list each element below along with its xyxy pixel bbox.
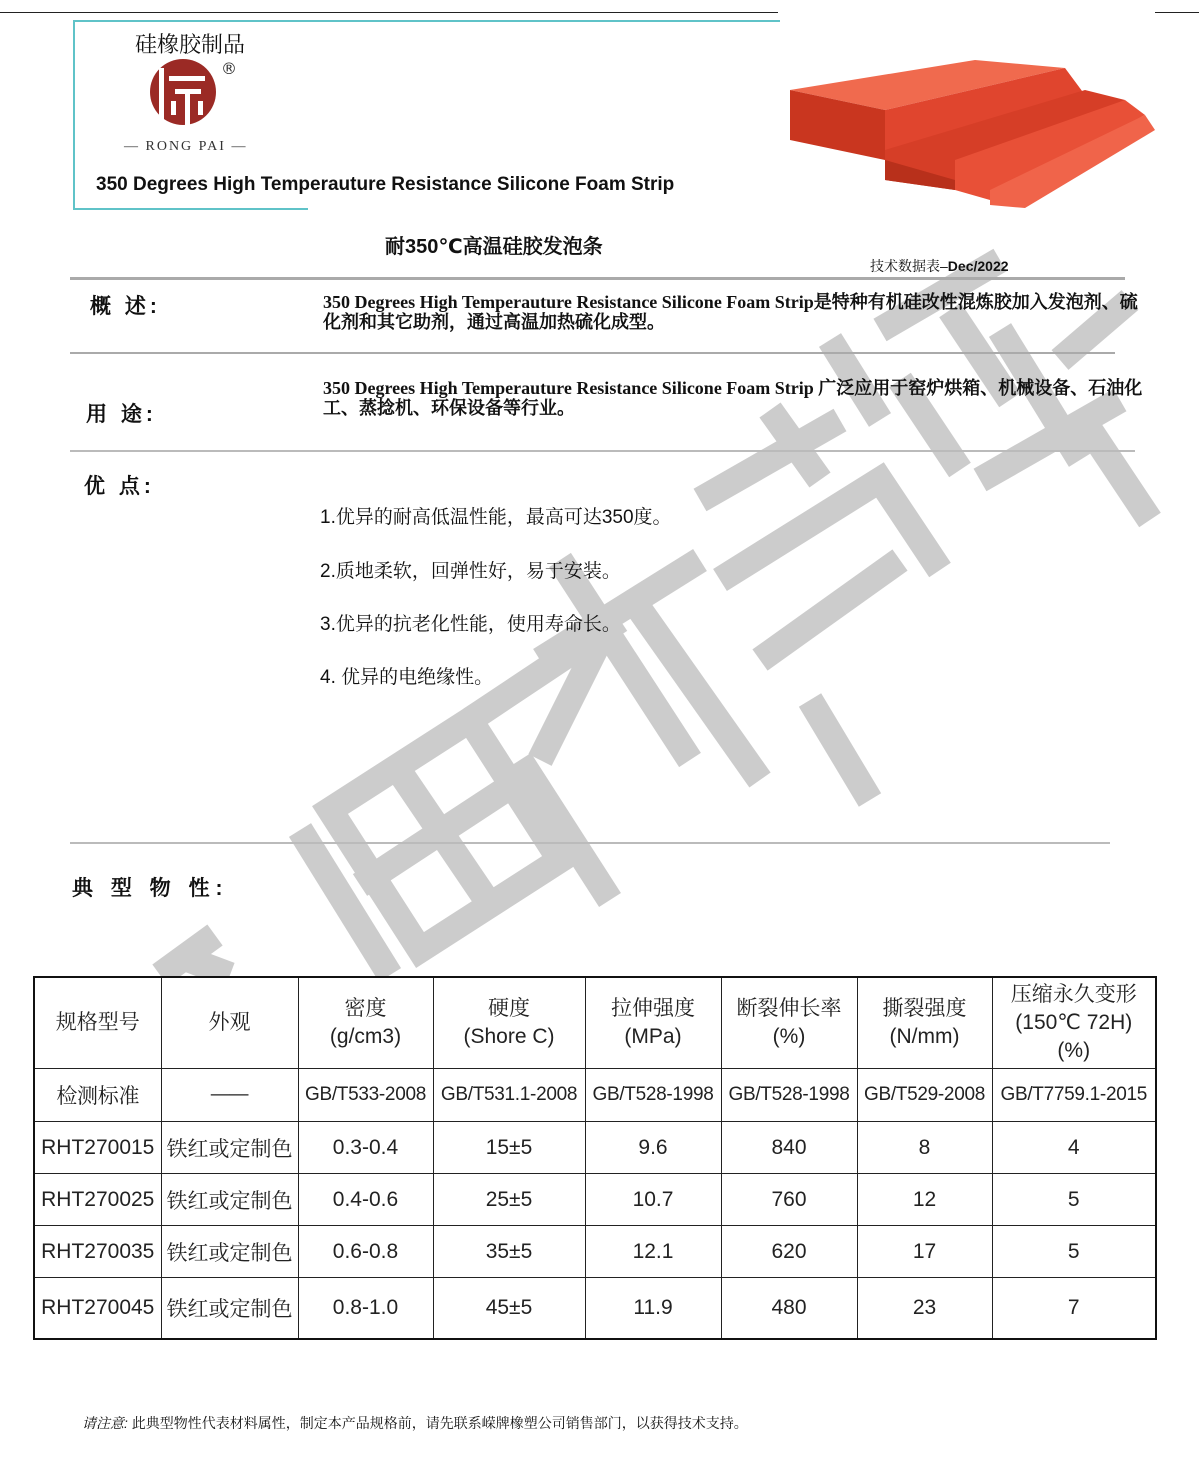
header-unit: (%) [772, 1025, 806, 1048]
table-header-row [34, 977, 1156, 1069]
header-text: 密度 [344, 997, 387, 1020]
overview-label: 概 述: [90, 295, 161, 318]
overview-text: 350 Degrees High Temperauture Resistance Silicone Foam Strip是特种有机硅改性混炼胶加入发泡剂、硫化剂和其它助剂，通过高温加热硫化成型。 [323, 292, 1138, 332]
table-cell: 检测标准 [34, 1069, 161, 1122]
footer-note [82, 1413, 748, 1433]
table-cell: 12 [857, 1174, 992, 1226]
header-cell [298, 977, 433, 1069]
table-cell: GB/T528-1998 [585, 1069, 721, 1122]
table-row [34, 1122, 1156, 1174]
table-cell: 12.1 [585, 1226, 721, 1278]
table-cell: GB/T528-1998 [721, 1069, 857, 1122]
header-unit: (%) [1057, 1039, 1091, 1062]
table-cell: RHT270045 [34, 1278, 161, 1340]
header-cell [857, 977, 992, 1069]
table-cell: 铁红或定制色 [161, 1122, 298, 1174]
header-text: 拉伸强度 [611, 997, 695, 1020]
header-cell [34, 977, 161, 1069]
header-text: 撕裂强度 [882, 997, 967, 1020]
table-cell: 9.6 [585, 1122, 721, 1174]
properties-label: 典 型 物 性: [72, 877, 229, 900]
usage-text: 350 Degrees High Temperauture Resistance Silicone Foam Strip 广泛应用于窑炉烘箱、机械设备、石油化工、蒸捻机、环保设备等行业。 [323, 378, 1143, 418]
table-cell: 5 [992, 1174, 1156, 1226]
table-cell: GB/T531.1-2008 [433, 1069, 585, 1122]
registered-mark: ® [221, 59, 237, 78]
table-cell: 10.7 [585, 1174, 721, 1226]
header-text: 断裂伸长率 [736, 997, 842, 1020]
table-cell: 620 [721, 1226, 857, 1278]
usage-label: 用 途: [86, 403, 157, 426]
header-unit: (g/cm3) [329, 1025, 402, 1048]
table-cell: —— [161, 1069, 298, 1122]
table-cell: 8 [857, 1122, 992, 1174]
table-cell: RHT270025 [34, 1174, 161, 1226]
advantage-item: 1.优异的耐高低温性能，最高可达350度。 [320, 507, 672, 528]
table-cell: 17 [857, 1226, 992, 1278]
header-cell [992, 977, 1156, 1069]
table-cell: 480 [721, 1278, 857, 1340]
table-cell: RHT270035 [34, 1226, 161, 1278]
table-cell: RHT270015 [34, 1122, 161, 1174]
table-body [34, 1122, 1156, 1340]
header-unit: (N/mm) [889, 1025, 960, 1048]
top-rule [0, 12, 778, 13]
table-cell: 840 [721, 1122, 857, 1174]
table-cell: 0.8-1.0 [298, 1278, 433, 1340]
footer-note-label: 请注意: [82, 1415, 128, 1431]
table-cell: 15±5 [433, 1122, 585, 1174]
table-cell: 0.4-0.6 [298, 1174, 433, 1226]
logo-text: 硅橡胶制品 [135, 32, 246, 57]
header-text: 外观 [208, 1011, 251, 1034]
datasheet-prefix: 技术数据表– [870, 258, 948, 274]
table-cell: 0.6-0.8 [298, 1226, 433, 1278]
title-en: 350 Degrees High Temperauture Resistance Silicone Foam Strip [96, 174, 675, 195]
footer-note-text: 此典型物性代表材料属性，制定本产品规格前，请先联系嵘牌橡塑公司销售部门，以获得技术支持。 [127, 1415, 748, 1431]
header-cell [161, 977, 298, 1069]
table-cell: 5 [992, 1226, 1156, 1278]
header-cell [721, 977, 857, 1069]
advantage-item: 4. 优异的电绝缘性。 [320, 667, 494, 688]
datasheet-date: Dec/2022 [947, 258, 1009, 274]
header-text: 压缩永久变形 [1010, 983, 1137, 1006]
table-cell: 铁红或定制色 [161, 1226, 298, 1278]
properties-table [33, 976, 1157, 1340]
table-cell: 25±5 [433, 1174, 585, 1226]
table-cell: 7 [992, 1278, 1156, 1340]
advantages-label: 优 点: [84, 475, 155, 498]
logo-brand: — RONG PAI — [124, 139, 248, 154]
table-cell: 铁红或定制色 [161, 1174, 298, 1226]
table-cell: 铁红或定制色 [161, 1278, 298, 1340]
table-cell: 11.9 [585, 1278, 721, 1340]
table-cell: GB/T529-2008 [857, 1069, 992, 1122]
brand-logo [145, 56, 245, 131]
header-cell [585, 977, 721, 1069]
divider [70, 352, 1115, 354]
advantage-item: 3.优异的抗老化性能，使用寿命长。 [320, 614, 621, 635]
header-text: 硬度 [488, 997, 530, 1020]
header-text: 规格型号 [55, 1011, 140, 1034]
divider [70, 277, 1125, 280]
header-unit: (Shore C) [463, 1025, 555, 1048]
table-row [34, 1226, 1156, 1278]
header-unit: (MPa) [624, 1025, 682, 1048]
table-cell: GB/T533-2008 [298, 1069, 433, 1122]
table-cell: 4 [992, 1122, 1156, 1174]
product-image [785, 40, 1157, 208]
table-cell: 35±5 [433, 1226, 585, 1278]
table-cell: 760 [721, 1174, 857, 1226]
table-cell: GB/T7759.1-2015 [992, 1069, 1156, 1122]
datasheet-label [870, 256, 1009, 276]
standards-row [34, 1069, 1156, 1122]
table-row [34, 1278, 1156, 1340]
table-cell: 0.3-0.4 [298, 1122, 433, 1174]
table-cell: 23 [857, 1278, 992, 1340]
table-cell: 45±5 [433, 1278, 585, 1340]
table-row [34, 1174, 1156, 1226]
header-unit: (150℃ 72H) [1015, 1011, 1133, 1034]
divider [70, 842, 1110, 844]
top-rule-right [1155, 12, 1199, 13]
header-frame-bottom [73, 208, 308, 210]
divider [70, 450, 1135, 452]
header-cell [433, 977, 585, 1069]
advantage-item: 2.质地柔软，回弹性好，易于安装。 [320, 561, 621, 582]
title-cn: 耐350℃高温硅胶发泡条 [385, 236, 603, 258]
